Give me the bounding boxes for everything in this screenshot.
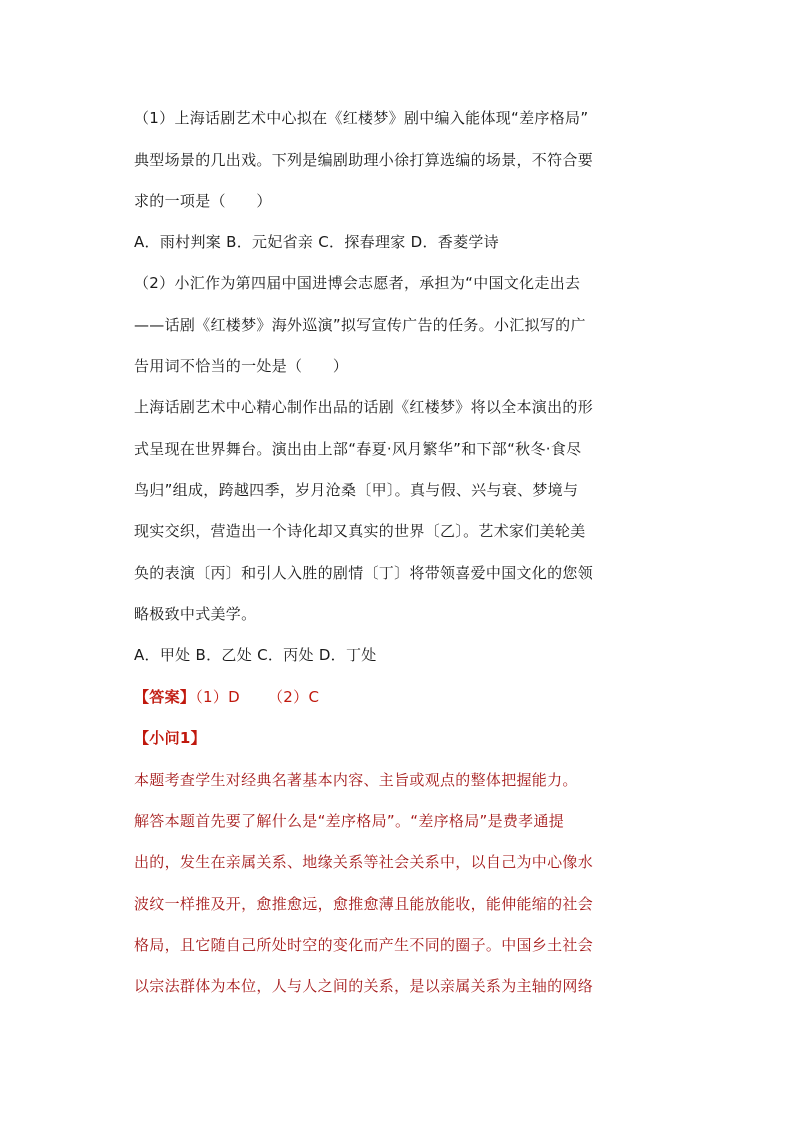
analysis-line-3: 出的，发生在亲属关系、地缘关系等社会关系中，以自己为中心像水: [134, 853, 594, 871]
passage-line-3: 鸟归”组成，跨越四季，岁月沧桑〔甲〕。真与假、兴与衰、梦境与: [134, 481, 579, 499]
passage-line-4: 现实交织，营造出一个诗化却又真实的世界〔乙〕。艺术家们美轮美: [134, 522, 586, 540]
analysis-label: 【小问1】: [134, 729, 206, 747]
question-part1-line-1: （1）上海话剧艺术中心拟在《红楼梦》剧中编入能体现“差序格局”: [134, 109, 589, 127]
passage-line-6: 略极致中式美学。: [134, 605, 257, 623]
answer-label: 【答案】: [134, 688, 196, 706]
answer-part2: （2）C: [268, 688, 320, 706]
analysis-line-5: 格局，且它随自己所处时空的变化而产生不同的圈子。中国乡土社会: [134, 936, 594, 954]
question-part2-line-1: （2）小汇作为第四届中国进博会志愿者，承担为“中国文化走出去: [134, 274, 581, 292]
analysis-line-1: 本题考查学生对经典名著基本内容、主旨或观点的整体把握能力。: [134, 771, 578, 789]
question-part2-line-2: ——话剧《红楼梦》海外巡演”拟写宣传广告的任务。小汇拟写的广: [134, 316, 586, 334]
passage-line-5: 奂的表演〔丙〕和引人入胜的剧情〔丁〕将带领喜爱中国文化的您领: [134, 564, 594, 582]
answer-part1: （1）D: [195, 688, 240, 706]
analysis-line-4: 波纹一样推及开，愈推愈远，愈推愈薄且能放能收，能伸能缩的社会: [134, 895, 594, 913]
answer-line: [134, 687, 694, 707]
question-part1-line-2: 典型场景的几出戏。下列是编剧助理小徐打算选编的场景，不符合要: [134, 151, 594, 169]
question-part2-options: A．甲处 B．乙处 C．丙处 D．丁处: [134, 646, 377, 664]
analysis-line-6: 以宗法群体为本位，人与人之间的关系，是以亲属关系为主轴的网络: [134, 977, 594, 995]
passage-line-2: 式呈现在世界舞台。演出由上部“春夏·风月繁华”和下部“秋冬·食尽: [134, 440, 582, 458]
passage-line-1: 上海话剧艺术中心精心制作出品的话剧《红楼梦》将以全本演出的形: [134, 398, 594, 416]
question-part1-options: A．雨村判案 B．元妃省亲 C．探春理家 D．香菱学诗: [134, 233, 499, 251]
question-part1-line-3: 求的一项是（ ）: [134, 192, 272, 210]
analysis-line-2: 解答本题首先要了解什么是“差序格局”。“差序格局”是费孝通提: [134, 812, 565, 830]
question-part2-line-3: 告用词不恰当的一处是（ ）: [134, 357, 349, 375]
